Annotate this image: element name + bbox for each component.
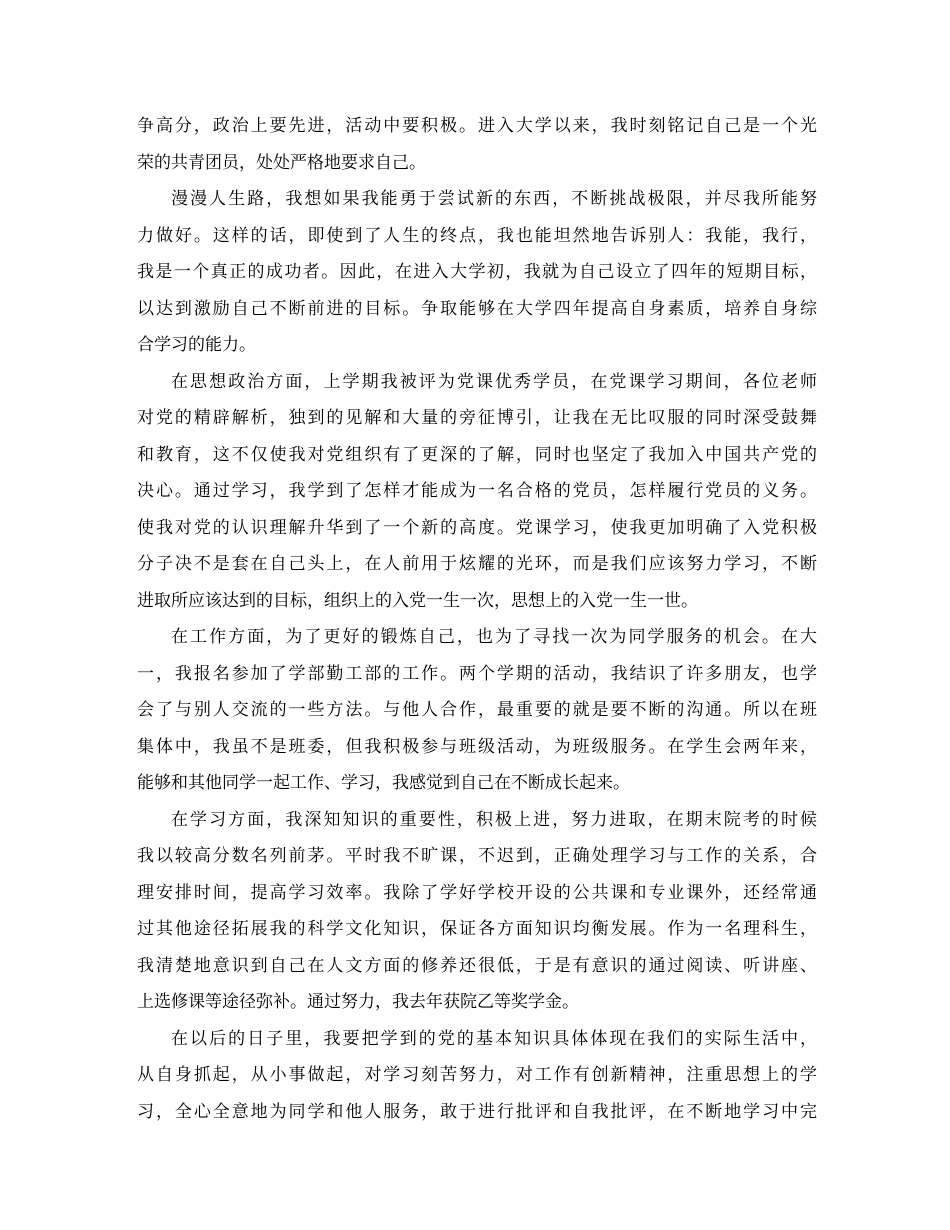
paragraph-6-line-1: 在以后的日子里，我要把学到的党的基本知识具体体现在我们的实际生活中， <box>171 1028 817 1049</box>
paragraph-4-line-4: 集体中，我虽不是班委，但我积极参与班级活动，为班级服务。在学生会两年来， <box>137 736 817 757</box>
paragraph-6-line-3: 习，全心全意地为同学和他人服务，敢于进行批评和自我批评，在不断地学习中完 <box>137 1101 817 1122</box>
paragraph-4-line-2: 一，我报名参加了学部勤工部的工作。两个学期的活动，我结识了许多朋友，也学 <box>137 663 817 684</box>
paragraph-3-line-3: 和教育，这不仅使我对党组织有了更深的了解，同时也坚定了我加入中国共产党的 <box>137 444 817 465</box>
paragraph-3-line-7: 进取所应该达到的目标，组织上的入党一生一次，思想上的入党一生一世。 <box>137 590 698 611</box>
paragraph-3-line-2: 对党的精辟解析，独到的见解和大量的旁征博引，让我在无比叹服的同时深受鼓舞 <box>137 408 817 428</box>
paragraph-1-line-2: 荣的共青团员，处处严格地要求自己。 <box>137 152 426 173</box>
paragraph-3-line-4: 决心。通过学习，我学到了怎样才能成为一名合格的党员，怎样履行党员的义务。 <box>137 481 817 501</box>
paragraph-2-line-5: 合学习的能力。 <box>137 335 256 355</box>
paragraph-5-line-4: 过其他途径拓展我的科学文化知识，保证各方面知识均衡发展。作为一名理科生， <box>137 919 817 939</box>
paragraph-5-line-6: 上选修课等途径弥补。通过努力，我去年获院乙等奖学金。 <box>137 992 579 1012</box>
paragraph-4-line-3: 会了与别人交流的一些方法。与他人合作，最重要的就是要不断的沟通。所以在班 <box>137 700 817 720</box>
paragraph-5-line-5: 我清楚地意识到自己在人文方面的修养还很低，于是有意识的通过阅读、听讲座、 <box>137 955 817 976</box>
paragraph-6-line-2: 从自身抓起，从小事做起，对学习刻苦努力，对工作有创新精神，注重思想上的学 <box>137 1065 817 1085</box>
paragraph-4-line-1: 在工作方面，为了更好的锻炼自己，也为了寻找一次为同学服务的机会。在大 <box>171 627 817 647</box>
paragraph-1-line-1: 争高分，政治上要先进，活动中要积极。进入大学以来，我时刻铭记自己是一个光 <box>137 116 817 136</box>
paragraph-3-line-1: 在思想政治方面，上学期我被评为党课优秀学员，在党课学习期间，各位老师 <box>171 371 817 392</box>
paragraph-5-line-3: 理安排时间，提高学习效率。我除了学好学校开设的公共课和专业课外，还经常通 <box>137 882 817 903</box>
paragraph-5-line-1: 在学习方面，我深知知识的重要性，积极上进，努力进取，在期末院考的时候 <box>171 809 817 830</box>
paragraph-4-line-5: 能够和其他同学一起工作、学习，我感觉到自己在不断成长起来。 <box>137 773 630 793</box>
paragraph-3-line-6: 分子决不是套在自己头上，在人前用于炫耀的光环，而是我们应该努力学习，不断 <box>137 554 817 574</box>
document-body <box>137 108 817 1130</box>
paragraph-2-line-3: 我是一个真正的成功者。因此，在进入大学初，我就为自己设立了四年的短期目标， <box>137 262 817 282</box>
paragraph-2-line-4: 以达到激励自己不断前进的目标。争取能够在大学四年提高自身素质，培养自身综 <box>137 298 817 319</box>
paragraph-3-line-5: 使我对党的认识理解升华到了一个新的高度。党课学习，使我更加明确了入党积极 <box>137 517 817 538</box>
paragraph-2-line-1: 漫漫人生路，我想如果我能勇于尝试新的东西，不断挑战极限，并尽我所能努 <box>171 189 817 209</box>
paragraph-2-line-2: 力做好。这样的话，即使到了人生的终点，我也能坦然地告诉别人：我能，我行， <box>137 225 817 246</box>
paragraph-5-line-2: 我以较高分数名列前茅。平时我不旷课，不迟到，正确处理学习与工作的关系，合 <box>137 846 817 866</box>
